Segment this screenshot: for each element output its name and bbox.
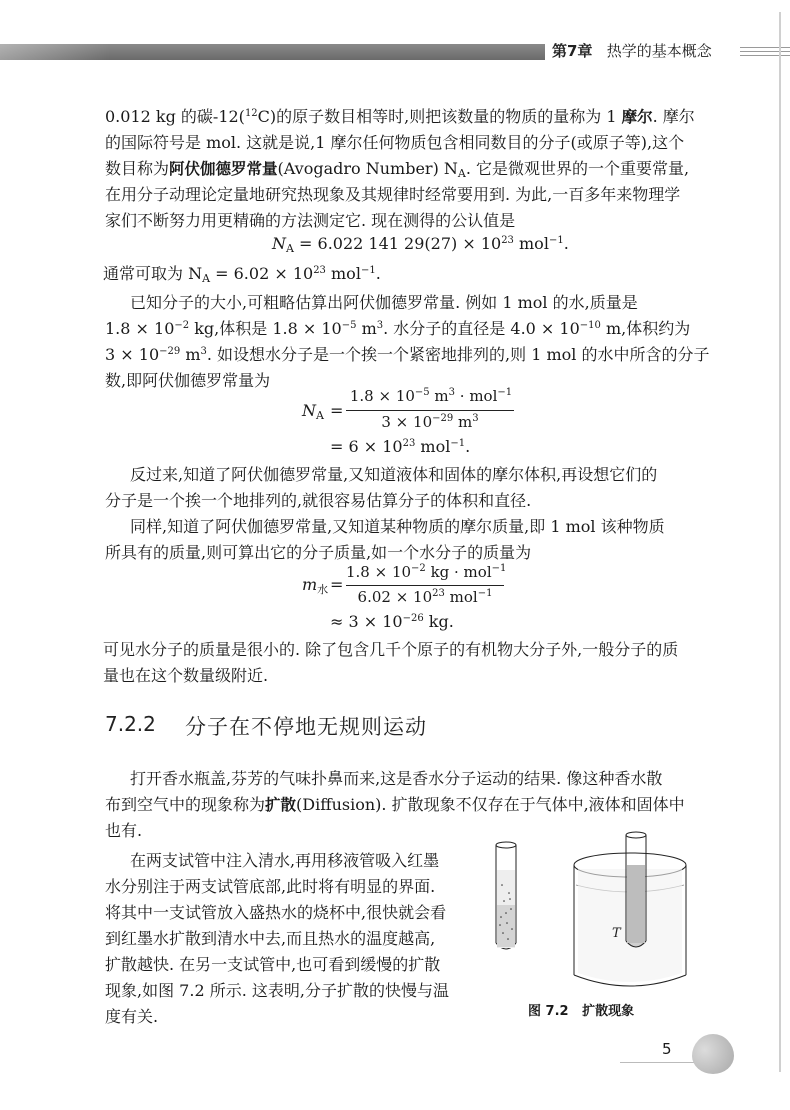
text-line: 现象,如图 7.2 所示. 这表明,分子扩散的快慢与温 — [105, 981, 449, 1000]
text-line: 可见水分子的质量是很小的. 除了包含几千个原子的有机物大分子外,一般分子的质 — [103, 640, 679, 659]
section-number: 7.2.2 — [105, 712, 156, 736]
text-line: 0.012 kg 的碳-12($^{12}$C)的原子数目相等时,则把该数量的物质的量称为 1 摩尔. 摩尔 — [105, 107, 695, 126]
text-line: 在用分子动理论定量地研究热现象及其规律时经常要用到. 为此,一百多年来物理学 — [105, 185, 681, 204]
text-line: 度有关. — [105, 1007, 159, 1026]
text-line: 数目称为阿伏伽德罗常量(Avogadro Number) $N_A$. 它是微观世界的一个重要常量, — [105, 159, 690, 180]
page-number: 5 — [662, 1040, 672, 1058]
text-line: 通常可取为 $N_A = 6.02 \times 10^{23}$ mol$^{-1}$. — [103, 264, 381, 285]
text-line: 家们不断努力用更精确的方法测定它. 现在测得的公认值是 — [105, 211, 516, 230]
test-tube-left — [496, 842, 516, 949]
fraction-bar — [346, 410, 514, 411]
text-line: 已知分子的大小,可粗略估算出阿伏伽德罗常量. 例如 1 mol 的水,质量是 — [130, 293, 638, 312]
equation-na-denominator: $3 \times 10^{-29}$ $m^3$ — [381, 413, 479, 431]
text-line: 分子是一个挨一个地排列的,就很容易估算分子的体积和直径. — [105, 491, 532, 510]
header-rule-lines — [740, 47, 790, 59]
equation-mass-denominator: $6.02 \times 10^{23}$ mol$^{-1}$ — [357, 588, 493, 606]
text-line: 到红墨水扩散到清水中去,而且热水的温度越高, — [105, 929, 436, 948]
text-line: 在两支试管中注入清水,再用移液管吸入红墨 — [130, 851, 440, 870]
text-line: 反过来,知道了阿伏伽德罗常量,又知道液体和固体的摩尔体积,再设想它们的 — [130, 465, 658, 484]
text-line: 打开香水瓶盖,芬芳的气味扑鼻而来,这是香水分子运动的结果. 像这种香水散 — [130, 769, 663, 788]
text-line: $3 \times 10^{-29}$ $m^3$. 如设想水分子是一个挨一个紧密地排列的,则 1 mol 的水中所含的分子 — [105, 345, 710, 364]
equation-na-numerator: $1.8 \times 10^{-5}$ $m^3 \cdot mol^{-1}$ — [349, 387, 513, 405]
figure-caption — [528, 1000, 634, 1019]
equation-mass-result: ≈ $3 \times 10^{-26}$ kg. — [330, 612, 454, 631]
figure-number: 图 7.2 — [528, 1004, 569, 1019]
page-corner-tab — [692, 1034, 734, 1074]
text-line: 同样,知道了阿伏伽德罗常量,又知道某种物质的摩尔质量,即 1 mol 该种物质 — [130, 517, 665, 536]
text-line: $1.8 \times 10^{-2}$ kg,体积是 $1.8 \times 10^{-5}$ $m^3$. 水分子的直径是 $4.0 \times 10^{-10}$ m,体积约为 — [105, 319, 691, 338]
text-line: 将其中一支试管放入盛热水的烧杯中,很快就会看 — [105, 903, 447, 922]
equation-mass-equals: = — [330, 575, 344, 594]
text-line: 数,即阿伏伽德罗常量为 — [105, 371, 271, 390]
running-header — [552, 40, 712, 61]
equation-na-lhs: $N_A$ — [302, 401, 324, 422]
text-line: 所具有的质量,则可算出它的分子质量,如一个水分子的质量为 — [105, 543, 532, 562]
equation-na-result: = $6 \times 10^{23}$ mol$^{-1}$. — [330, 437, 471, 456]
equation-avogadro: $N_A = 6.022$ 141 $29(27) \times 10^{23}$ mol$^{-1}$. — [272, 234, 569, 255]
text-line: 布到空气中的现象称为扩散(Diffusion). 扩散现象不仅存在于气体中,液体和固体中 — [105, 795, 685, 814]
equation-mass-lhs: $m_水$ — [302, 575, 329, 596]
figure-title: 扩散现象 — [582, 1004, 635, 1019]
text-line: 扩散越快. 在另一支试管中,也可看到缓慢的扩散 — [105, 955, 441, 974]
section-title: 分子在不停地无规则运动 — [185, 715, 427, 739]
equation-na-equals: = — [330, 401, 344, 420]
figure-diffusion — [480, 825, 700, 995]
fraction-bar — [346, 585, 504, 586]
equation-mass-numerator: $1.8 \times 10^{-2}$ kg · mol$^{-1}$ — [346, 563, 507, 581]
text-line: 的国际符号是 mol. 这就是说,1 摩尔任何物质包含相同数目的分子(或原子等),这个 — [105, 133, 685, 152]
chapter-title: 热学的基本概念 — [606, 42, 712, 60]
header-bar-fade — [0, 44, 110, 60]
temperature-label: T — [612, 926, 621, 941]
text-line: 水分别注于两支试管底部,此时将有明显的界面. — [105, 877, 436, 896]
test-tube-in-beaker — [626, 832, 646, 947]
chapter-label: 第7章 — [552, 42, 593, 60]
text-line: 也有. — [105, 821, 143, 840]
text-line: 量也在这个数量级附近. — [103, 666, 269, 685]
page-edge-rule — [779, 12, 781, 1072]
